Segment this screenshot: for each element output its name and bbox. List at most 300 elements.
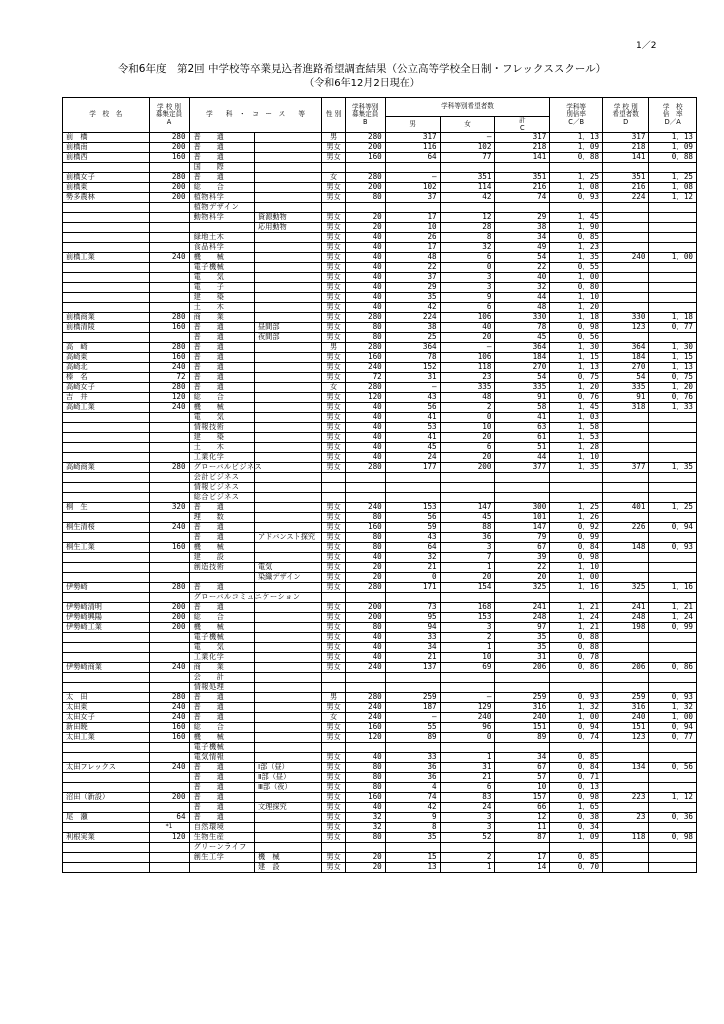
gender: 男女: [322, 703, 345, 713]
capacity-b: 40: [345, 633, 385, 643]
capacity-a: [149, 273, 189, 283]
total-count: [495, 593, 550, 603]
gender: 男女: [322, 453, 345, 463]
course-name: 普 通: [189, 793, 254, 803]
ratio-da: 1．25: [649, 503, 697, 513]
school-name: 伊勢崎興陽: [63, 613, 150, 623]
female-count: 12: [440, 213, 495, 223]
hope-d: [603, 643, 649, 653]
total-count: 58: [495, 403, 550, 413]
male-count: [385, 163, 440, 173]
table-row: [63, 413, 697, 423]
ratio-da: 0．86: [649, 663, 697, 673]
capacity-a: 160: [149, 723, 189, 733]
course-name: 電 子: [189, 283, 254, 293]
course-sub: [254, 373, 322, 383]
total-count: 54: [495, 373, 550, 383]
school-name: [63, 263, 150, 273]
table-row: [63, 733, 697, 743]
capacity-a: [149, 283, 189, 293]
school-name: [63, 303, 150, 313]
capacity-a: [149, 853, 189, 863]
school-name: [63, 433, 150, 443]
hope-d: [603, 203, 649, 213]
female-count: 118: [440, 363, 495, 373]
hope-d: [603, 673, 649, 683]
gender: 男女: [322, 363, 345, 373]
total-count: 31: [495, 653, 550, 663]
hope-d: 377: [603, 463, 649, 473]
capacity-b: 240: [345, 703, 385, 713]
hope-d: [603, 553, 649, 563]
total-count: 364: [495, 343, 550, 353]
gender: 男女: [322, 793, 345, 803]
hope-d: 206: [603, 663, 649, 673]
capacity-a: [149, 473, 189, 483]
school-name: 新田暁: [63, 723, 150, 733]
total-count: [495, 743, 550, 753]
course-name: 動物科学: [189, 213, 254, 223]
hope-d: [603, 243, 649, 253]
ratio-cb: [550, 743, 603, 753]
capacity-a: 200: [149, 183, 189, 193]
total-count: 48: [495, 303, 550, 313]
capacity-a: 280: [149, 463, 189, 473]
capacity-b: [345, 673, 385, 683]
male-count: 38: [385, 323, 440, 333]
ratio-da: 1．20: [649, 383, 697, 393]
ratio-cb: [550, 843, 603, 853]
table-row: [63, 473, 697, 483]
table-row: [63, 343, 697, 353]
school-name: 桐生工業: [63, 543, 150, 553]
female-count: 20: [440, 573, 495, 583]
gender: 男女: [322, 803, 345, 813]
male-count: [385, 203, 440, 213]
course-sub: [254, 693, 322, 703]
ratio-cb: 1．10: [550, 293, 603, 303]
school-name: [63, 213, 150, 223]
table-row: [63, 803, 697, 813]
header-school: 学 校 名: [63, 98, 150, 133]
male-count: 26: [385, 233, 440, 243]
gender: 男女: [322, 813, 345, 823]
total-count: 20: [495, 573, 550, 583]
ratio-cb: 0．85: [550, 853, 603, 863]
female-count: [440, 203, 495, 213]
total-count: 270: [495, 363, 550, 373]
capacity-a: [149, 653, 189, 663]
ratio-da: [649, 283, 697, 293]
hope-d: [603, 293, 649, 303]
ratio-cb: 0．34: [550, 823, 603, 833]
ratio-da: [649, 863, 697, 873]
total-count: [495, 203, 550, 213]
male-count: [385, 593, 440, 603]
school-name: [63, 243, 150, 253]
ratio-da: 1．24: [649, 613, 697, 623]
capacity-a: 320: [149, 503, 189, 513]
female-count: 77: [440, 153, 495, 163]
capacity-a: 160: [149, 543, 189, 553]
ratio-da: 1．15: [649, 353, 697, 363]
hope-d: [603, 333, 649, 343]
capacity-a: 200: [149, 193, 189, 203]
total-count: [495, 473, 550, 483]
ratio-da: [649, 493, 697, 503]
ratio-da: 1．25: [649, 173, 697, 183]
ratio-cb: 0．93: [550, 693, 603, 703]
total-count: 157: [495, 793, 550, 803]
course-name: 普 通: [189, 133, 254, 143]
capacity-a: [149, 553, 189, 563]
male-count: 4: [385, 783, 440, 793]
course-sub: [254, 253, 322, 263]
course-sub: [254, 743, 322, 753]
gender: 男女: [322, 633, 345, 643]
hope-d: 330: [603, 313, 649, 323]
school-name: 前橋西: [63, 153, 150, 163]
hope-d: [603, 273, 649, 283]
course-sub: [254, 483, 322, 493]
table-row: [63, 323, 697, 333]
male-count: [385, 473, 440, 483]
school-name: 高崎女子: [63, 383, 150, 393]
ratio-da: [649, 233, 697, 243]
total-count: 57: [495, 773, 550, 783]
course-sub: [254, 683, 322, 693]
ratio-da: [649, 803, 697, 813]
gender: 男: [322, 693, 345, 703]
ratio-cb: 0．98: [550, 323, 603, 333]
course-name: 機 械: [189, 403, 254, 413]
ratio-cb: 0．84: [550, 763, 603, 773]
ratio-cb: 0．99: [550, 533, 603, 543]
course-sub: 電気: [254, 563, 322, 573]
capacity-a: 240: [149, 663, 189, 673]
course-sub: [254, 433, 322, 443]
course-name: 理 数: [189, 513, 254, 523]
capacity-b: 280: [345, 463, 385, 473]
ratio-da: [649, 243, 697, 253]
course-sub: [254, 613, 322, 623]
course-sub: [254, 273, 322, 283]
total-count: 29: [495, 213, 550, 223]
table-row: [63, 643, 697, 653]
ratio-da: [649, 633, 697, 643]
hope-d: 218: [603, 143, 649, 153]
course-sub: [254, 293, 322, 303]
course-sub: [254, 183, 322, 193]
capacity-b: 40: [345, 243, 385, 253]
school-name: [63, 333, 150, 343]
total-count: 22: [495, 263, 550, 273]
course-sub: [254, 133, 322, 143]
hope-d: [603, 773, 649, 783]
table-row: [63, 763, 697, 773]
ratio-da: [649, 223, 697, 233]
capacity-a: 200: [149, 793, 189, 803]
gender: 男女: [322, 183, 345, 193]
course-name: 普 通: [189, 783, 254, 793]
male-count: 43: [385, 393, 440, 403]
total-count: 51: [495, 443, 550, 453]
school-name: 伊勢崎商業: [63, 663, 150, 673]
table-row: [63, 543, 697, 553]
total-count: [495, 163, 550, 173]
hope-d: [603, 593, 649, 603]
header-hope-d: 学 校 別 希望者数 D: [603, 98, 649, 133]
school-name: [63, 483, 150, 493]
female-count: 106: [440, 313, 495, 323]
female-count: 147: [440, 503, 495, 513]
male-count: 78: [385, 353, 440, 363]
hope-d: 317: [603, 133, 649, 143]
total-count: [495, 673, 550, 683]
table-row: [63, 773, 697, 783]
course-sub: [254, 303, 322, 313]
ratio-da: [649, 783, 697, 793]
table-row: [63, 403, 697, 413]
school-name: 太田東: [63, 703, 150, 713]
capacity-a: 280: [149, 173, 189, 183]
hope-d: [603, 493, 649, 503]
course-sub: [254, 203, 322, 213]
male-count: 32: [385, 553, 440, 563]
ratio-cb: 0．85: [550, 753, 603, 763]
hope-d: [603, 443, 649, 453]
ratio-da: [649, 293, 697, 303]
table-row: [63, 283, 697, 293]
male-count: 35: [385, 833, 440, 843]
capacity-a: [149, 203, 189, 213]
hope-d: 325: [603, 583, 649, 593]
female-count: 1: [440, 753, 495, 763]
capacity-b: 40: [345, 293, 385, 303]
male-count: 153: [385, 503, 440, 513]
capacity-a: *1: [149, 823, 189, 833]
school-name: [63, 223, 150, 233]
course-sub: [254, 673, 322, 683]
course-sub: [254, 633, 322, 643]
hope-d: 123: [603, 323, 649, 333]
ratio-da: [649, 413, 697, 423]
school-name: [63, 203, 150, 213]
hope-d: 224: [603, 193, 649, 203]
capacity-b: 32: [345, 813, 385, 823]
course-sub: Ⅲ部（夜）: [254, 783, 322, 793]
ratio-da: 1．13: [649, 133, 697, 143]
total-count: 44: [495, 293, 550, 303]
ratio-da: 0．36: [649, 813, 697, 823]
course-name: 緑地土木: [189, 233, 254, 243]
gender: 男女: [322, 423, 345, 433]
hope-d: 270: [603, 363, 649, 373]
gender: 男女: [322, 233, 345, 243]
male-count: 64: [385, 543, 440, 553]
hope-d: 91: [603, 393, 649, 403]
gender: [322, 673, 345, 683]
female-count: 10: [440, 653, 495, 663]
gender: 男女: [322, 863, 345, 873]
school-name: 太田女子: [63, 713, 150, 723]
gender: 男女: [322, 403, 345, 413]
school-name: 前 橋: [63, 133, 150, 143]
gender: 男女: [322, 373, 345, 383]
course-sub: [254, 583, 322, 593]
capacity-a: [149, 453, 189, 463]
table-row: [63, 263, 697, 273]
capacity-a: 160: [149, 353, 189, 363]
capacity-a: [149, 163, 189, 173]
school-name: 高 崎: [63, 343, 150, 353]
total-count: 45: [495, 333, 550, 343]
female-count: 69: [440, 663, 495, 673]
ratio-cb: [550, 483, 603, 493]
course-name: 電気情報: [189, 753, 254, 763]
female-count: [440, 163, 495, 173]
female-count: 48: [440, 393, 495, 403]
female-count: 106: [440, 353, 495, 363]
female-count: 6: [440, 303, 495, 313]
capacity-a: 160: [149, 323, 189, 333]
capacity-a: [149, 863, 189, 873]
male-count: 177: [385, 463, 440, 473]
capacity-a: [149, 433, 189, 443]
ratio-cb: [550, 473, 603, 483]
ratio-cb: 0．93: [550, 193, 603, 203]
ratio-cb: [550, 673, 603, 683]
table-row: [63, 183, 697, 193]
gender: [322, 593, 345, 603]
course-sub: Ⅰ部（昼）: [254, 763, 322, 773]
female-count: 351: [440, 173, 495, 183]
course-name: 植物デザイン: [189, 203, 254, 213]
male-count: ―: [385, 713, 440, 723]
school-name: [63, 643, 150, 653]
female-count: 3: [440, 543, 495, 553]
course-sub: [254, 143, 322, 153]
capacity-a: [149, 423, 189, 433]
total-count: 54: [495, 253, 550, 263]
ratio-da: [649, 423, 697, 433]
capacity-b: 200: [345, 603, 385, 613]
ratio-da: [649, 483, 697, 493]
capacity-b: 20: [345, 863, 385, 873]
hope-d: [603, 633, 649, 643]
ratio-cb: 1．30: [550, 343, 603, 353]
male-count: 116: [385, 143, 440, 153]
total-count: 67: [495, 543, 550, 553]
ratio-da: [649, 673, 697, 683]
capacity-a: [149, 333, 189, 343]
course-name: 普 通: [189, 583, 254, 593]
gender: 男女: [322, 573, 345, 583]
course-name: 情報処理: [189, 683, 254, 693]
course-sub: [254, 703, 322, 713]
ratio-cb: 1．18: [550, 313, 603, 323]
capacity-b: [345, 203, 385, 213]
table-row: [63, 833, 697, 843]
gender: 男女: [322, 313, 345, 323]
gender: 男女: [322, 733, 345, 743]
ratio-da: 1．00: [649, 253, 697, 263]
total-count: 34: [495, 233, 550, 243]
course-name: グローバルビジネス: [189, 463, 254, 473]
table-row: [63, 513, 697, 523]
male-count: 55: [385, 723, 440, 733]
gender: 男女: [322, 393, 345, 403]
gender: 男女: [322, 853, 345, 863]
ratio-cb: 1．45: [550, 403, 603, 413]
course-sub: [254, 603, 322, 613]
school-name: [63, 683, 150, 693]
page-title: 令和6年度 第2回 中学校等卒業見込者進路希望調査結果（公立高等学校全日制・フレックススクール）: [117, 63, 607, 75]
capacity-a: [149, 243, 189, 253]
table-row: [63, 353, 697, 363]
gender: [322, 473, 345, 483]
female-count: ―: [440, 343, 495, 353]
ratio-cb: [550, 683, 603, 693]
capacity-a: [149, 493, 189, 503]
gender: 男女: [322, 273, 345, 283]
ratio-cb: 1．00: [550, 573, 603, 583]
male-count: 13: [385, 863, 440, 873]
course-sub: [254, 523, 322, 533]
hope-d: 316: [603, 703, 649, 713]
capacity-b: [345, 743, 385, 753]
capacity-b: 240: [345, 363, 385, 373]
ratio-cb: 1．35: [550, 253, 603, 263]
school-name: 太田工業: [63, 733, 150, 743]
gender: 男女: [322, 823, 345, 833]
female-count: [440, 673, 495, 683]
school-name: [63, 593, 150, 603]
total-count: 35: [495, 643, 550, 653]
school-name: 前橋工業: [63, 253, 150, 263]
capacity-b: 280: [345, 693, 385, 703]
male-count: 56: [385, 403, 440, 413]
school-name: [63, 273, 150, 283]
ratio-cb: 1．08: [550, 183, 603, 193]
school-name: 前橋東: [63, 183, 150, 193]
capacity-b: 240: [345, 713, 385, 723]
total-count: 22: [495, 563, 550, 573]
female-count: 83: [440, 793, 495, 803]
ratio-cb: [550, 163, 603, 173]
female-count: [440, 843, 495, 853]
gender: 男女: [322, 543, 345, 553]
course-sub: アドバンスト探究: [254, 533, 322, 543]
school-name: 前橋女子: [63, 173, 150, 183]
ratio-cb: 1．21: [550, 623, 603, 633]
male-count: 137: [385, 663, 440, 673]
ratio-da: 0．98: [649, 833, 697, 843]
capacity-b: 20: [345, 213, 385, 223]
male-count: 89: [385, 733, 440, 743]
gender: 男女: [322, 223, 345, 233]
ratio-da: 1．18: [649, 313, 697, 323]
capacity-b: 40: [345, 643, 385, 653]
hope-d: [603, 413, 649, 423]
capacity-b: 20: [345, 223, 385, 233]
male-count: 33: [385, 633, 440, 643]
gender: 男女: [322, 193, 345, 203]
ratio-da: 1．12: [649, 193, 697, 203]
course-name: 普 通: [189, 153, 254, 163]
total-count: 259: [495, 693, 550, 703]
table-row: [63, 163, 697, 173]
